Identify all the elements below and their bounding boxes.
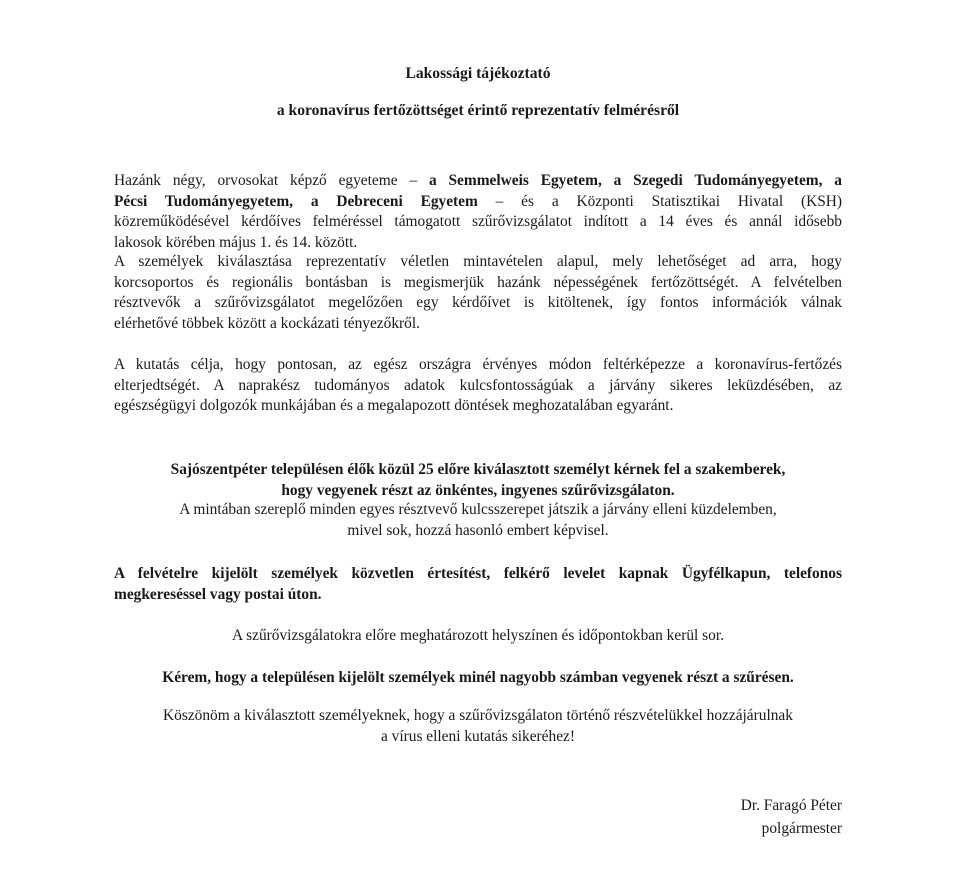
intro-paragraph bbox=[114, 171, 842, 253]
location-note: A szűrővizsgálatokra előre meghatározott helyszínen és időpontokban kerül sor. bbox=[232, 627, 724, 644]
thanks-line-1: Köszönöm a kiválasztott személyeknek, hogy a szűrővizsgálaton történő részvételükkel hozzájárulnak bbox=[163, 707, 793, 724]
sample-note-line-1: A mintában szereplő minden egyes résztvevő kulcsszerepet játszik a járvány elleni küzdelemben, bbox=[179, 501, 777, 518]
highlight-paragraph bbox=[114, 460, 842, 501]
sampling-line-2: korcsoportos és regionális bontásban is megismerjük hazánk népességének fertőzöttségét. A felvételben bbox=[114, 273, 842, 291]
intro-line-3: közreműködésével kérdőíves felméréssel támogatott szűrővizsgálatot indított a 14 éves és annál idősebb bbox=[114, 213, 842, 230]
purpose-line-2: elterjedtségét. A naprakész tudományos adatok kulcsfontosságúak a járvány sikeres leküzdésében, az bbox=[114, 376, 842, 394]
sampling-line-1: A személyek kiválasztása reprezentatív véletlen mintavételen alapul, mely lehetőséget ad arra, hogy bbox=[114, 253, 842, 270]
intro-line-4: lakosok körében május 1. és 14. között. bbox=[114, 233, 358, 251]
purpose-line-3: egészségügyi dolgozók munkájában és a megalapozott döntések meghozatalában egyaránt. bbox=[114, 397, 674, 414]
sample-note bbox=[114, 500, 842, 541]
notification-paragraph bbox=[114, 564, 842, 605]
intro-line-2: Pécsi Tudományegyetem, a Debreceni Egyetem – és a Központi Statisztikai Hivatal (KSH) bbox=[114, 192, 842, 210]
highlight-line-1: Sajószentpéter településen élők közül 25 előre kiválasztott személyt kérnek fel a szakemberek, bbox=[170, 461, 786, 478]
sampling-line-4: elérhetővé többek között a kockázati tényezőkről. bbox=[114, 314, 420, 332]
sampling-paragraph bbox=[114, 252, 842, 334]
document-title: Lakossági tájékoztató bbox=[405, 65, 551, 82]
signature-block bbox=[741, 796, 842, 839]
thanks-paragraph bbox=[114, 706, 842, 747]
notification-line-1: A felvételre kijelölt személyek közvetlen értesítést, felkérő levelet kapnak Ügyfélkapun, telefonos bbox=[114, 565, 842, 582]
purpose-line-1: A kutatás célja, hogy pontosan, az egész országra érvényes módon feltérképezze a koronavírus-fertőzés bbox=[114, 356, 842, 373]
signature-role: polgármester bbox=[761, 819, 842, 837]
intro-line-1: Hazánk négy, orvosokat képző egyeteme – a Semmelweis Egyetem, a Szegedi Tudományegyetem, a bbox=[114, 172, 842, 189]
purpose-paragraph bbox=[114, 355, 842, 417]
sample-note-line-2: mivel sok, hozzá hasonló embert képvisel. bbox=[347, 521, 609, 539]
thanks-line-2: a vírus elleni kutatás sikeréhez! bbox=[380, 727, 575, 745]
sampling-line-3: résztvevők a szűrővizsgálatot megelőzően egy kérdőívet is kitöltenek, így fontos információk válnak bbox=[114, 294, 842, 311]
request-paragraph: Kérem, hogy a településen kijelölt személyek minél nagyobb számban vegyenek részt a szűrésen. bbox=[162, 669, 794, 686]
document-subtitle: a koronavírus fertőzöttséget érintő reprezentatív felmérésről bbox=[276, 102, 680, 119]
signature-name: Dr. Faragó Péter bbox=[740, 797, 842, 814]
notification-line-2: megkereséssel vagy postai úton. bbox=[114, 585, 322, 603]
highlight-line-2: hogy vegyenek részt az önkéntes, ingyenes szűrővizsgálaton. bbox=[281, 481, 675, 499]
